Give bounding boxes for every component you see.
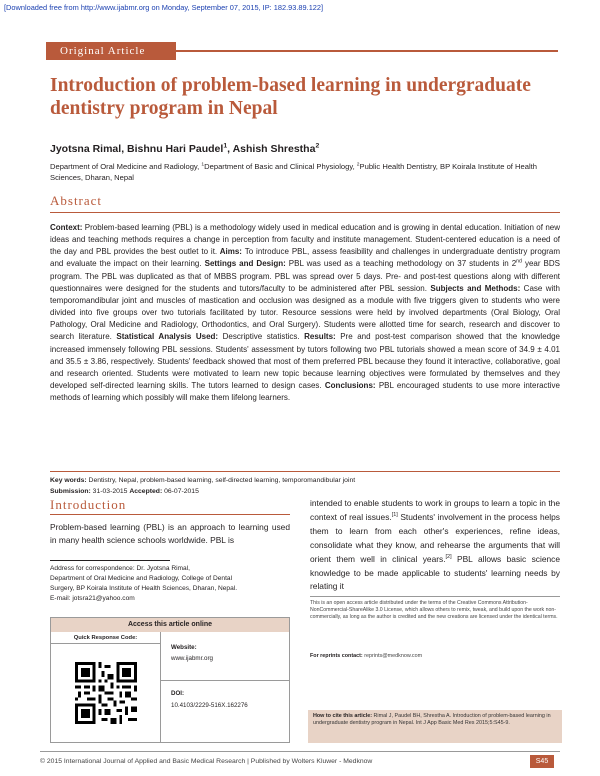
website-label: Website:: [171, 644, 197, 651]
keywords-label: Key words:: [50, 477, 87, 484]
abstract-results-label: Results:: [299, 332, 336, 342]
intro-right-text: intended to enable students to work in groups to learn a topic in the context of real issues.: [310, 498, 560, 522]
affiliation: Department of Basic and Clinical Physiology,: [204, 162, 357, 171]
correspondence-name: Dr. Jyotsna Rimal,: [134, 565, 191, 572]
abstract-aims: To introduce PBL, assess feasibility and challenges in undergraduate dentistry program and evaluate the impact on their learning.: [50, 247, 561, 269]
reprints-email[interactable]: reprints@medknow.com: [362, 653, 423, 659]
abstract-settings-label: Settings and Design:: [201, 259, 286, 269]
accepted-label: Accepted:: [129, 487, 163, 495]
reference-marker[interactable]: [2]: [445, 553, 452, 560]
website-link[interactable]: www.ijabmr.org: [171, 655, 213, 662]
abstract-stats: Descriptive statistics.: [218, 332, 300, 342]
introduction-rule: [50, 514, 290, 515]
correspondence-email[interactable]: E-mail: jotsra21@yahoo.com: [50, 594, 135, 602]
header-rule: [176, 50, 558, 52]
author-list: [50, 143, 560, 156]
footer-rule: [40, 751, 560, 752]
correspondence-line: Department of Oral Medicine and Radiology, College of Dental: [50, 574, 233, 582]
affiliations: [50, 162, 560, 183]
author-sup: 1: [223, 142, 228, 150]
intro-right-text: Students' involvement in the process helps them to learn from each other's experiences, refine ideas, consolidate what they know, and rehearse the arguments that will orient them well in clinical years.: [310, 511, 560, 564]
introduction-heading: Introduction: [50, 497, 127, 512]
abstract-methods: Case with temporomandibular joint and muscles of mastication and occlusion was designed as a module with five triggers given to students who were divided into five groups over two tutorials facilitated by tutor. Resource sessions were held by involved departments (Oral Biology, Oral Pathology, Oral Medicine and Radiology, Orthodontics, and Oral Surgery). Students were allotted time for search, research and discover to search literature.: [50, 283, 560, 342]
introduction-paragraph-left: Problem-based learning (PBL) is an approach to learning used in many health science schools worldwide. PBL is: [50, 522, 290, 545]
abstract-heading: Abstract: [50, 193, 103, 208]
abstract-context: Problem-based learning (PBL) is a methodology widely used in medical education and is growing in dental education. Initiation of new ideas and teaching methods requires a change in perception from faculty and institute management. Student-centered education is a need of the day and PBL provides the best outlet to it.: [50, 223, 560, 257]
footnote-rule: [50, 560, 170, 561]
access-inner-rule: [161, 680, 289, 681]
reprints-line: [310, 653, 560, 659]
keywords-line: [50, 476, 560, 487]
reprints-label: For reprints contact:: [310, 653, 363, 659]
affiliation: Public Health Dentistry, BP Koirala Institute of Health Sciences, Dharan, Nepal: [50, 162, 537, 182]
abstract-top-rule: [50, 212, 560, 213]
keywords-block: [50, 476, 560, 497]
accepted-date: 06-07-2015: [162, 487, 199, 495]
access-article-box: [50, 617, 290, 743]
abstract-conclusions-label: Conclusions:: [321, 381, 376, 391]
citation-label: How to cite this article:: [313, 713, 373, 719]
affiliation: Department of Oral Medicine and Radiology,: [50, 162, 202, 171]
affiliation-sup: 2: [356, 162, 360, 168]
download-banner: [Downloaded free from http://www.ijabmr.org on Monday, September 07, 2015, IP: 182.93.89.122]: [4, 3, 324, 12]
abstract-aims-label: Aims:: [217, 247, 242, 257]
abstract-conclusions: PBL encouraged students to use more interactive methods of learning which possibly will make them lifelong learners.: [50, 381, 561, 403]
correspondence-line: Surgery, BP Koirala Institute of Health Sciences, Dharan, Nepal.: [50, 584, 238, 592]
correspondence-name-line: [50, 564, 290, 574]
correspondence-label: Address for correspondence:: [50, 565, 135, 572]
submission-label: Submission:: [50, 487, 91, 495]
license-text: This is an open access article distributed under the terms of the Creative Commons Attribution-NonCommercial-ShareAlike 3.0 License, which allows others to remix, tweak, and build upon the work non-commercially, as long as the author is credited and the new creations are licensed under the identical terms.: [310, 600, 558, 621]
affiliation-sup: 1: [201, 162, 205, 168]
qr-code-icon[interactable]: [75, 662, 137, 724]
reference-marker[interactable]: [1]: [391, 512, 398, 519]
abstract-settings-sup: nd: [516, 258, 522, 265]
citation-text: Rimal J, Paudel BH, Shrestha A. Introduction of problem-based learning in undergraduate dentistry program in Nepal. Int J App Basic Med Res 2015;5:S45-9.: [313, 713, 551, 727]
qr-label: Quick Response Code:: [51, 632, 161, 644]
author-name: Jyotsna Rimal,: [50, 143, 125, 155]
introduction-paragraph-right: [310, 497, 560, 594]
dates-line: [50, 487, 560, 498]
abstract-stats-label: Statistical Analysis Used:: [111, 332, 219, 342]
footer-text: © 2015 International Journal of Applied and Basic Medical Research | Published by Wolters Kluwer - Medknow: [40, 758, 373, 765]
intro-right-text: PBL allows basic science knowledge to be made applicable to students' learning needs by relating it: [310, 553, 561, 592]
keywords-text: Dentistry, Nepal, problem-based learning, self-directed learning, temporomandibular joint: [86, 477, 356, 484]
abstract-context-label: Context:: [50, 223, 83, 232]
qr-code-cell: [51, 644, 161, 742]
page-number: S45: [530, 755, 554, 768]
doi-label: DOI:: [171, 690, 185, 697]
correspondence-block: [50, 564, 290, 604]
abstract-bottom-rule: [50, 471, 560, 472]
author-name: Bishnu Hari Paudel: [127, 143, 224, 155]
abstract-methods-label: Subjects and Methods:: [426, 283, 521, 293]
access-header: Access this article online: [51, 618, 289, 632]
doi-link[interactable]: 10.4103/2229-516X.162276: [171, 702, 248, 709]
citation-box: [308, 710, 562, 743]
article-title: Introduction of problem-based learning in undergraduate dentistry program in Nepal: [50, 75, 531, 119]
submission-date: 31-03-2015: [90, 487, 130, 495]
license-rule: [310, 596, 560, 597]
author-name: , Ashish Shrestha: [227, 143, 316, 155]
abstract-results: Pre and post-test comparison showed that the knowledge increased immensely following PBL sessions. Students' assessment by tutors following two PBL tutorials showed a mean score of 34.9 ± 4.01 and 35.5 ± 3.86, respectively. Students' feedback showed that most of them preferred PBL because they found it interactive, collaborative, goal and research oriented. Students were motivated to learn new topic because learning objectives were formulated by themselves and they developed self-directed learning skills. The tutors learned to design cases.: [50, 332, 561, 391]
abstract-body: [50, 222, 560, 404]
abstract-settings: PBL was used as a teaching methodology on 37 students in 2: [285, 259, 517, 269]
author-sup: 2: [315, 142, 320, 150]
article-type-tab: Original Article: [46, 42, 176, 60]
abstract-settings-cont: year BDS program. The PBL was duplicated as that of MBBS program. PBL was spread over 5 days. Pre- and post-test questions along with different questionnaires were designed for the students and tutors/faculty to be administered after PBL session.: [50, 259, 560, 293]
